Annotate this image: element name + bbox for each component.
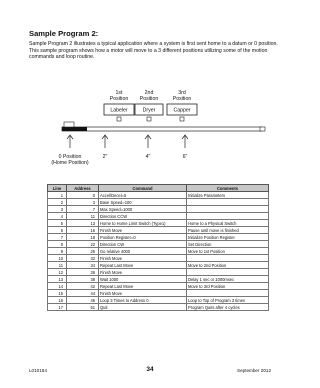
cell-line: 4 xyxy=(48,213,67,220)
intro-paragraph: Sample Program 2 illustrates a typical application where a system is first sent home to a datum or 0 position. This sample program shows how a motor will move to a 3 different positions utilizing some of the motion commands and loop routine. xyxy=(29,41,278,61)
table-row xyxy=(48,297,269,304)
cell-line: 13 xyxy=(48,276,67,283)
cell-command: Repeat Last Move xyxy=(99,283,187,290)
home-label: 0 Position xyxy=(58,154,82,160)
station-3 xyxy=(167,90,197,121)
table-row xyxy=(48,290,269,297)
cell-command: Finish Move xyxy=(99,269,187,276)
cell-comment: Home to a Physical Switch xyxy=(187,220,269,227)
table-body xyxy=(48,192,269,311)
cell-comment: Initialize Parameters xyxy=(187,192,269,199)
home-sublabel: (Home Position) xyxy=(51,160,89,166)
cell-line: 10 xyxy=(48,255,67,262)
table-row xyxy=(48,269,269,276)
station-3-name: Capper xyxy=(173,107,191,114)
cell-command: Wait 1000 xyxy=(99,276,187,283)
station-2-position-word: Position xyxy=(139,96,159,102)
header-command: Command xyxy=(99,185,187,192)
marker-2in: 2" xyxy=(102,154,108,160)
station-1 xyxy=(104,90,134,121)
station-1-name: Labeler xyxy=(110,107,128,114)
cell-command: Finish Move xyxy=(99,290,187,297)
header-comments: Comments xyxy=(187,185,269,192)
table-row xyxy=(48,227,269,234)
arrow-4in-icon xyxy=(145,135,151,148)
arrow-2in-icon xyxy=(102,135,108,148)
cell-line: 11 xyxy=(48,262,67,269)
conveyor-carriage xyxy=(62,127,87,131)
cell-line: 17 xyxy=(48,304,67,311)
cell-address: 11 xyxy=(67,213,99,220)
cell-command: Go relative 4000 xyxy=(99,248,187,255)
table-row xyxy=(48,192,269,199)
station-1-position-word: Position xyxy=(109,96,129,102)
table-row xyxy=(48,262,269,269)
table-row xyxy=(48,220,269,227)
cell-command: Loop 3 Times to Address 0 xyxy=(99,297,187,304)
cell-line: 14 xyxy=(48,283,67,290)
cell-comment xyxy=(187,206,269,213)
cell-comment: Pause until move is finished xyxy=(187,227,269,234)
cell-command: Quit xyxy=(99,304,187,311)
cell-command: Accel/Decel=5 xyxy=(99,192,187,199)
cell-address: 0 xyxy=(67,192,99,199)
station-3-connector xyxy=(180,117,184,121)
cell-command: Finish Move xyxy=(99,227,187,234)
doc-date: September 2012 xyxy=(237,368,271,373)
cell-comment: Program Quits after 4 cycles xyxy=(187,304,269,311)
cell-address: 44 xyxy=(67,290,99,297)
cell-address: 3 xyxy=(67,199,99,206)
station-3-position-word: Position xyxy=(172,96,192,102)
cell-comment: Move to 2nd Position xyxy=(187,262,269,269)
table-row xyxy=(48,283,269,290)
cell-line: 16 xyxy=(48,297,67,304)
page-number: 34 xyxy=(146,366,154,373)
carriage-block xyxy=(64,122,74,127)
table-header-row xyxy=(48,185,269,192)
cell-command: Home to Home Limit Switch (Type1) xyxy=(99,220,187,227)
cell-line: 1 xyxy=(48,192,67,199)
conveyor-end-cap xyxy=(260,127,265,131)
cell-command: Base Speed=100 xyxy=(99,199,187,206)
header-address: Address xyxy=(67,185,99,192)
cell-address: 22 xyxy=(67,241,99,248)
cell-command: Direction CW xyxy=(99,241,187,248)
cell-comment xyxy=(187,199,269,206)
cell-address: 13 xyxy=(67,220,99,227)
cell-command: Finish Move xyxy=(99,255,187,262)
cell-comment: Initialize Position Register xyxy=(187,234,269,241)
home-arrow-icon xyxy=(67,135,73,148)
cell-address: 34 xyxy=(67,262,99,269)
cell-comment xyxy=(187,290,269,297)
table-row xyxy=(48,234,269,241)
table-row xyxy=(48,255,269,262)
cell-address: 32 xyxy=(67,255,99,262)
cell-comment: Loop to Top of Program 3 times xyxy=(187,297,269,304)
table-row xyxy=(48,213,269,220)
station-2-connector xyxy=(147,117,151,121)
cell-address: 25 xyxy=(67,248,99,255)
cell-comment: Move to 1st Position xyxy=(187,248,269,255)
cell-comment: Set Direction xyxy=(187,241,269,248)
cell-comment xyxy=(187,269,269,276)
station-2 xyxy=(135,90,163,121)
table-row xyxy=(48,276,269,283)
program-table xyxy=(47,184,269,311)
cell-comment xyxy=(187,213,269,220)
cell-line: 8 xyxy=(48,241,67,248)
marker-4in: 4" xyxy=(145,154,151,160)
marker-6in: 6" xyxy=(182,154,188,160)
cell-address: 42 xyxy=(67,283,99,290)
station-1-position: 1st xyxy=(115,90,123,96)
arrow-6in-icon xyxy=(182,135,188,148)
header-line: Line xyxy=(48,185,67,192)
cell-address: 51 xyxy=(67,304,99,311)
cell-line: 15 xyxy=(48,290,67,297)
cell-line: 5 xyxy=(48,220,67,227)
table-row xyxy=(48,199,269,206)
table-row xyxy=(48,304,269,311)
cell-comment xyxy=(187,255,269,262)
cell-line: 7 xyxy=(48,234,67,241)
cell-line: 9 xyxy=(48,248,67,255)
cell-comment: Delay 1 sec or 1000msec xyxy=(187,276,269,283)
station-2-name: Dryer xyxy=(142,107,156,114)
cell-command: Max Speed=1000 xyxy=(99,206,187,213)
cell-command: Repeat Last Move xyxy=(99,262,187,269)
section-title: Sample Program 2: xyxy=(29,29,99,38)
table-row xyxy=(48,206,269,213)
cell-address: 46 xyxy=(67,297,99,304)
cell-address: 7 xyxy=(67,206,99,213)
cell-address: 36 xyxy=(67,269,99,276)
doc-id: L010164 xyxy=(29,368,47,373)
cell-address: 38 xyxy=(67,276,99,283)
cell-command: Position Register=0 xyxy=(99,234,187,241)
cell-line: 3 xyxy=(48,206,67,213)
conveyor-track xyxy=(62,127,262,131)
table-row xyxy=(48,241,269,248)
cell-command: Direction CCW xyxy=(99,213,187,220)
cell-address: 16 xyxy=(67,227,99,234)
station-1-connector xyxy=(117,117,121,121)
cell-comment: Move to 3rd Position xyxy=(187,283,269,290)
station-2-position: 2nd xyxy=(144,90,154,96)
cell-line: 2 xyxy=(48,199,67,206)
table-row xyxy=(48,248,269,255)
station-3-position: 3rd xyxy=(178,90,186,96)
cell-line: 6 xyxy=(48,227,67,234)
cell-line: 12 xyxy=(48,269,67,276)
cell-address: 18 xyxy=(67,234,99,241)
